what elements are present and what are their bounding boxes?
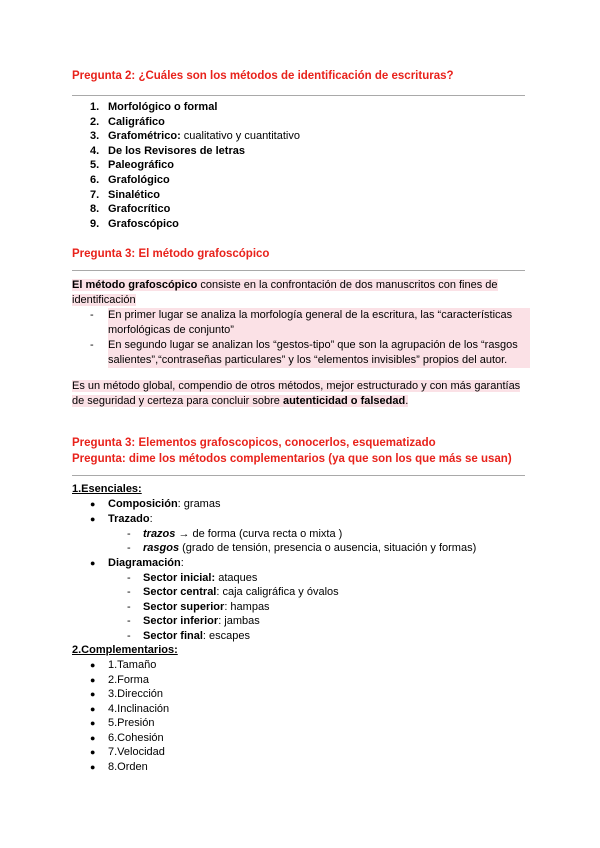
list-item: - Sector superior: hampas [127,601,270,613]
question-3-heading: Pregunta 3: El método grafoscópico [72,248,270,260]
list-item: 3. Grafométrico: cualitativo y cuantitativo [90,130,300,143]
list-item: ● 1.Tamaño [90,659,157,671]
section-title-esenciales: 1.Esenciales: [72,483,142,495]
question-2-heading: Pregunta 2: ¿Cuáles son los métodos de identificación de escrituras? [72,70,454,82]
list-item: - rasgos (grado de tensión, presencia o ausencia, situación y formas) [127,542,477,554]
list-item: 9. Grafoscópico [90,217,179,230]
list-item: ● 3.Dirección [90,688,164,700]
dash-item-2: - En segundo lugar se analizan los “gestos-tipo” que son la agrupación de los “rasgos salientes”,“contraseñas particulares” y los “elementos invisibles” propios del autor. [72,338,530,368]
list-item: 5. Paleográfico [90,159,175,172]
list-item: 4. De los Revisores de letras [90,144,245,157]
list-item: ● 4.Inclinación [90,703,170,715]
list-item: ● 8.Orden [90,761,148,773]
list-item: 1. Morfológico o formal [90,101,218,113]
closing-paragraph: Es un método global, compendio de otros métodos, mejor estructurado y con más garantías de seguridad y certeza para concluir sobre autenticidad o falsedad. [72,380,521,407]
intro-paragraph: El método grafoscópico consiste en la confrontación de dos manuscritos con fines de identificación [72,279,498,306]
dash-item-1: - En primer lugar se analiza la morfología general de la escritura, las “características morfológicas de conjunto” [72,308,530,338]
question-3b-heading: Pregunta 3: Elementos grafoscopicos, conocerlos, esquematizado [72,437,436,449]
list-item: ● Trazado: [90,513,153,525]
list-item: 8. Grafocrítico [90,203,171,216]
list-item: ● 5.Presión [90,717,155,729]
list-item: ● 6.Cohesión [90,732,164,744]
list-item: - Sector inicial: ataques [127,572,258,584]
list-item: - Sector inferior: jambas [127,615,260,627]
list-item: ● Diagramación: [90,557,184,569]
list-item: - Sector final: escapes [127,630,250,642]
methods-list [90,100,300,231]
divider [72,95,525,96]
list-item: 2. Caligráfico [90,115,165,128]
list-item: - Sector central: caja caligráfica y óvalos [127,586,339,598]
section-title-complementarios: 2.Complementarios: [72,644,178,656]
list-item: ● Composición: gramas [90,498,221,510]
list-item: 6. Grafológico [90,173,170,186]
question-complementary-heading: Pregunta: dime los métodos complementarios (ya que son los que más se usan) [72,453,512,465]
list-item: - trazos → de forma (curva recta o mixta ) [127,528,343,540]
list-item: 7. Sinalético [90,188,160,201]
divider [72,475,525,476]
divider [72,270,525,271]
list-item: ● 2.Forma [90,674,149,686]
list-item: ● 7.Velocidad [90,746,165,758]
